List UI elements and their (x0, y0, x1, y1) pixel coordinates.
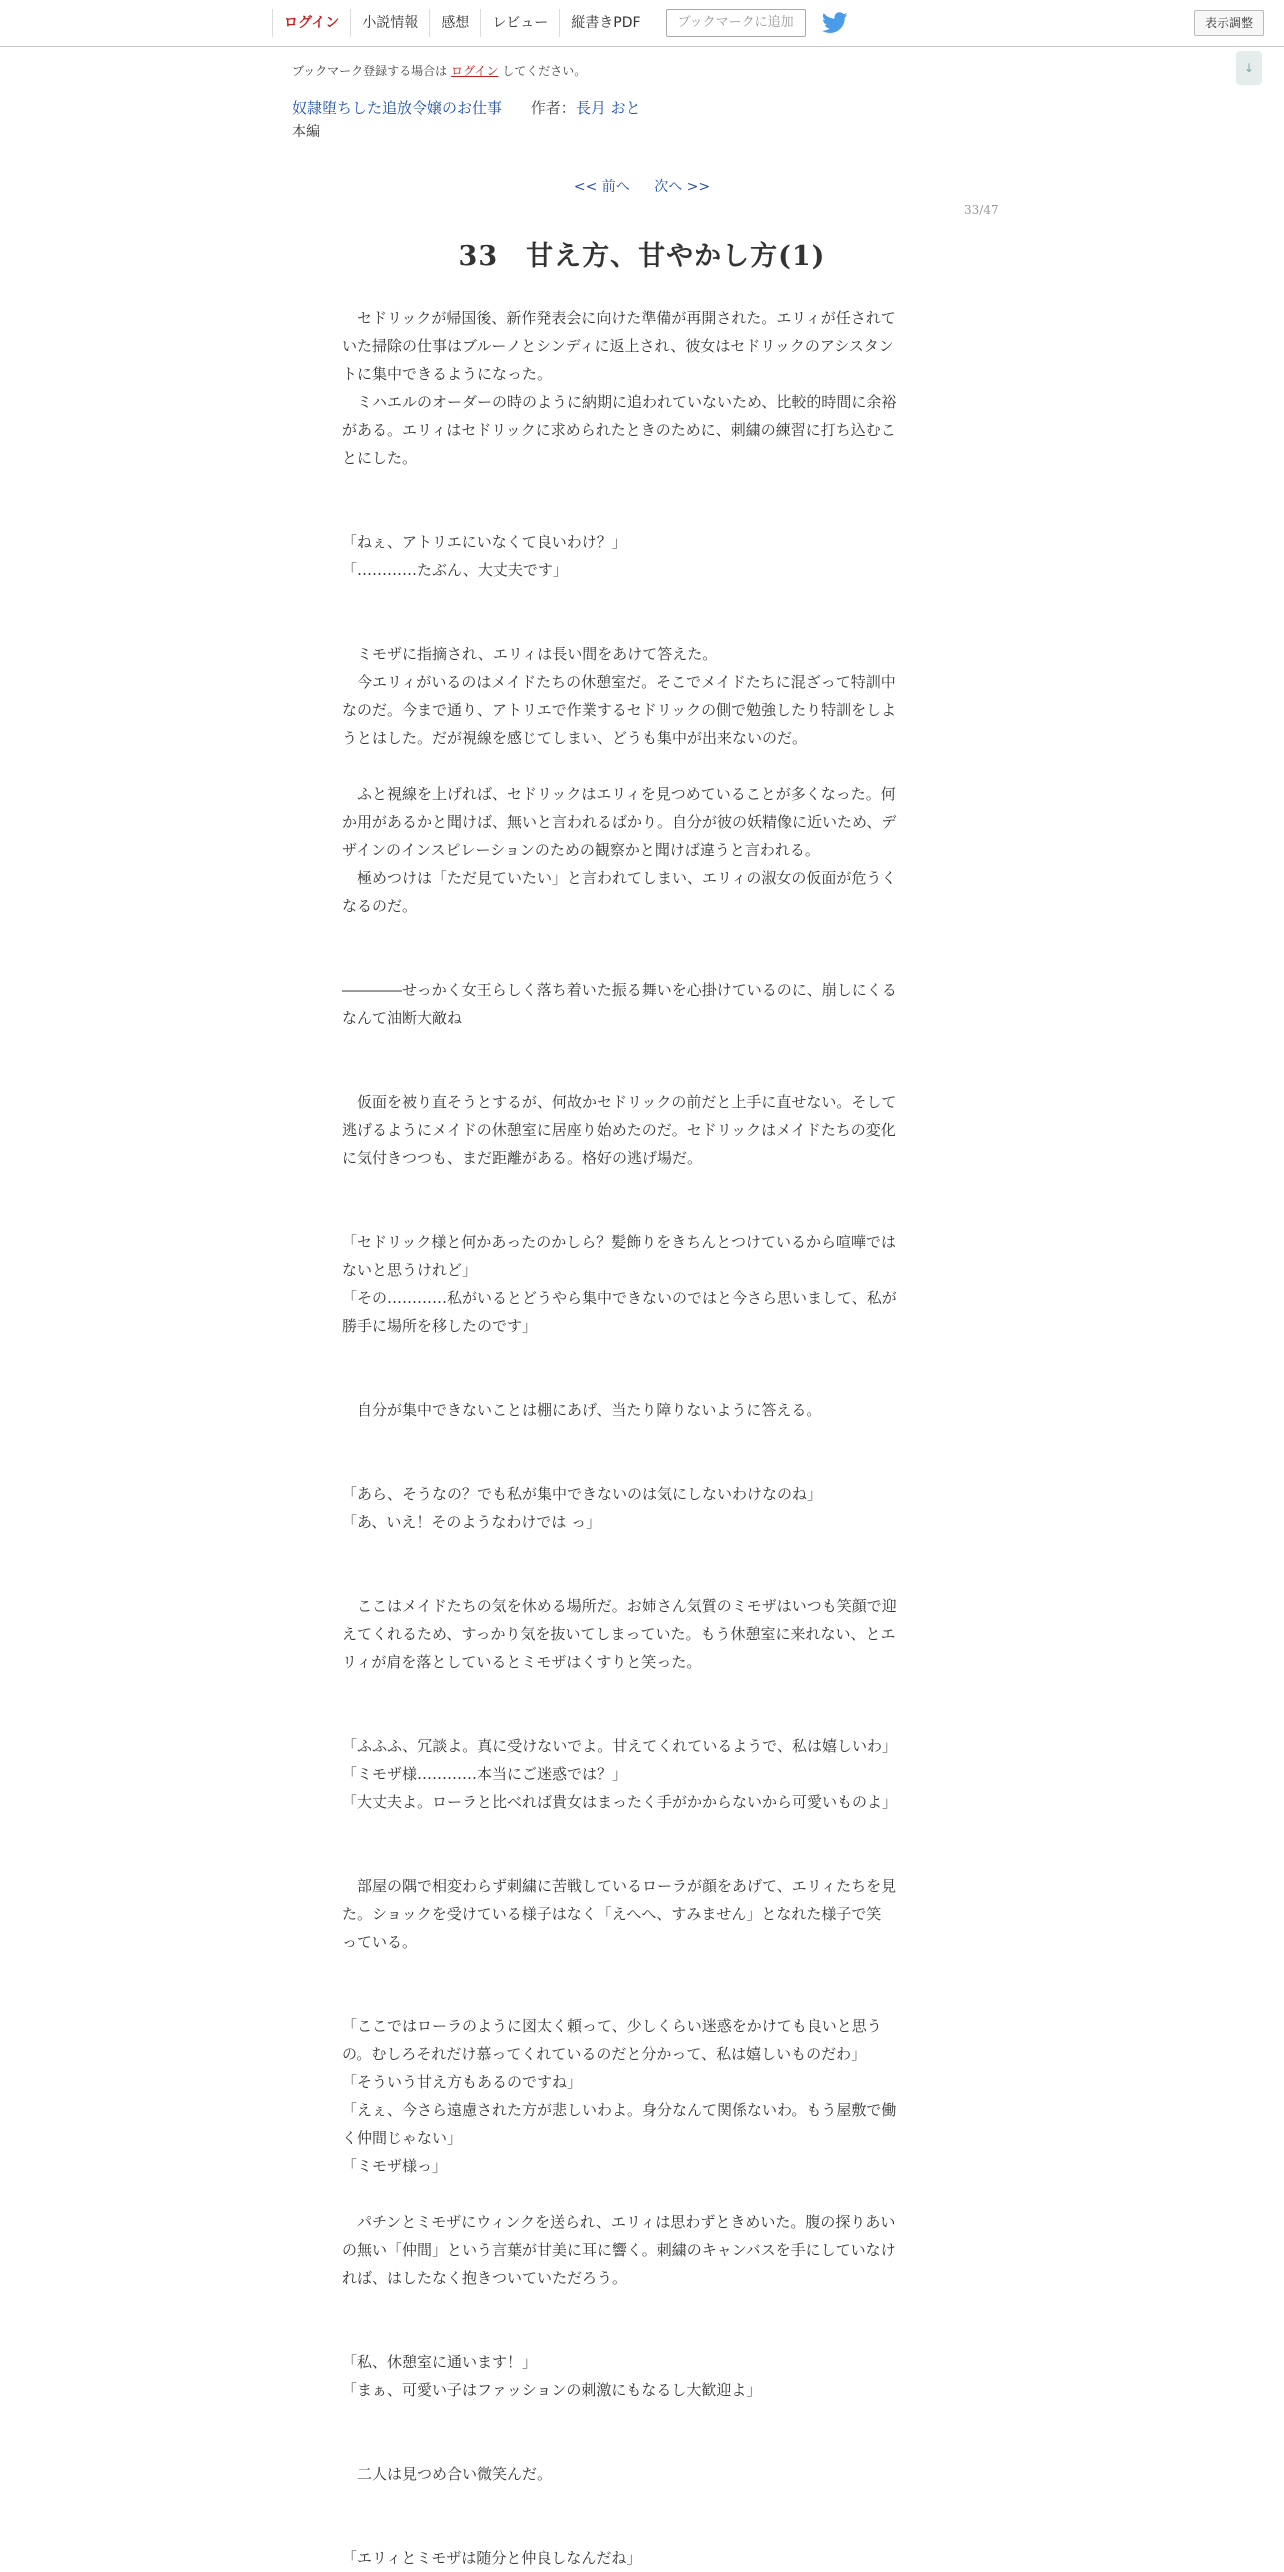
body-line (342, 2180, 942, 2208)
body-line: 「ねぇ、アトリエにいなくて良いわけ？」 (342, 533, 627, 551)
body-line (342, 1060, 942, 1088)
body-line (342, 948, 942, 976)
body-line: 「そういう甘え方もあるのですね」 (342, 2073, 583, 2091)
body-line: 「あ、いえ！そのようなわけでは っ」 (342, 1513, 602, 1531)
body-line: 「ここではローラのように図太く頼って、少しくらい迷惑をかけても良いと思う (342, 2017, 882, 2035)
novel-info-line (292, 97, 641, 118)
body-line (342, 500, 942, 528)
body-line: 勝手に場所を移したのです」 (342, 1317, 538, 1335)
body-line: ――――せっかく女王らしく落ち着いた振る舞いを心掛けているのに、崩しにくる (342, 981, 897, 999)
novel-title-link[interactable]: 奴隷堕ちした追放令嬢のお仕事 (292, 99, 503, 117)
body-line (342, 584, 942, 612)
body-line: 自分が集中できないことは棚にあげ、当たり障りないように答える。 (342, 1401, 822, 1419)
body-line: 「まぁ、可愛い子はファッションの刺激にもなるし大歓迎よ」 (342, 2381, 762, 2399)
body-line: れば、はしたなく抱きついていただろう。 (342, 2269, 628, 2287)
body-line (342, 1200, 942, 1228)
body-line (342, 2432, 942, 2460)
body-line (342, 1340, 942, 1368)
body-line: なるのだ。 (342, 897, 418, 915)
body-line (342, 2320, 942, 2348)
body-line (342, 1564, 942, 1592)
body-line: 部屋の隅で相変わらず刺繍に苦戦しているローラが顔をあげて、エリィたちを見 (342, 1877, 897, 1895)
nav-review[interactable]: レビュー (480, 9, 559, 37)
body-line (342, 1368, 942, 1396)
body-line: うとはした。だが視線を感じてしまい、どうも集中が出来ないのだ。 (342, 729, 808, 747)
body-line: 仮面を被り直そうとするが、何故かセドリックの前だと上手に直せない。そして (342, 1093, 897, 1111)
body-line: リィが肩を落としているとミモザはくすりと笑った。 (342, 1653, 702, 1671)
body-line (342, 1956, 942, 1984)
body-line: 「ミモザ様…………本当にご迷惑では？」 (342, 1765, 628, 1783)
body-line: 今エリィがいるのはメイドたちの休憩室だ。そこでメイドたちに混ざって特訓中 (342, 673, 896, 691)
body-line (342, 1704, 942, 1732)
body-line: ふと視線を上げれば、セドリックはエリィを見つめていることが多くなった。何 (342, 785, 896, 803)
body-line (342, 612, 942, 640)
nav-novel-info[interactable]: 小説情報 (350, 9, 429, 37)
login-note-after: してください。 (502, 64, 587, 78)
body-line (342, 1984, 942, 2012)
body-line: 「その…………私がいるとどうやら集中できないのではと今さら思いまして、私が (342, 1289, 897, 1307)
body-line (342, 752, 942, 780)
author-link[interactable]: 長月 おと (575, 99, 641, 117)
body-line: なのだ。今まで通り、アトリエで作業するセドリックの側で勉強したり特訓をしよ (342, 701, 897, 719)
prev-link[interactable]: << 前へ (573, 179, 630, 195)
body-line: 「ミモザ様っ」 (342, 2157, 448, 2175)
nav-login[interactable]: ログイン (272, 9, 350, 37)
body-line (342, 2404, 942, 2432)
part-label: 本編 (292, 124, 320, 140)
body-line: 「ふふふ、冗談よ。真に受けないでよ。甘えてくれているようで、私は嬉しいわ」 (342, 1737, 898, 1755)
nav-impressions[interactable]: 感想 (429, 9, 480, 37)
body-line: パチンとミモザにウィンクを送られ、エリィは思わずときめいた。腹の探りあい (342, 2213, 896, 2231)
body-line: ミモザに指摘され、エリィは長い間をあけて答えた。 (342, 645, 718, 663)
body-line (342, 472, 942, 500)
top-header (0, 0, 1284, 47)
body-line: ここはメイドたちの気を休める場所だ。お姉さん気質のミモザはいつも笑顔で迎 (342, 1597, 897, 1615)
body-line: 「大丈夫よ。ローラと比べれば貴女はまったく手がかからないから可愛いものよ」 (342, 1793, 898, 1811)
body-line: た。ショックを受けている様子はなく「えへへ、すみません」となれた様子で笑 (342, 1905, 882, 1923)
body-line (342, 2516, 942, 2544)
next-link[interactable]: 次へ >> (654, 179, 711, 195)
body-line: がある。エリィはセドリックに求められたときのために、刺繍の練習に打ち込むこ (342, 421, 896, 439)
body-line: ミハエルのオーダーの時のように納期に追われていないため、比較的時間に余裕 (342, 393, 897, 411)
login-note (292, 62, 586, 79)
chapter-title: 33 甘え方、甘やかし方(1) (458, 241, 826, 272)
body-line: 二人は見つめ合い微笑んだ。 (342, 2465, 553, 2483)
body-line: えてくれるため、すっかり気を抜いてしまっていた。もう休憩室に来れない、とエ (342, 1625, 896, 1643)
twitter-icon[interactable] (822, 12, 848, 34)
body-line (342, 1844, 942, 1872)
body-line: 逃げるようにメイドの休憩室に居座り始めたのだ。セドリックはメイドたちの変化 (342, 1121, 896, 1139)
pager (0, 176, 1284, 196)
body-line: セドリックが帰国後、新作発表会に向けた準備が再開された。エリィが任されて (342, 309, 896, 327)
author-label: 作者： (530, 99, 576, 117)
scroll-down-button[interactable]: ↓ (1236, 51, 1262, 85)
body-line (342, 2488, 942, 2516)
novel-body (342, 304, 942, 2572)
body-line (342, 920, 942, 948)
body-line: 「私、休憩室に通います！」 (342, 2353, 538, 2371)
page-count: 33/47 (964, 203, 999, 217)
body-line (342, 1172, 942, 1200)
login-note-before: ブックマーク登録する場合は (292, 64, 448, 78)
body-line: の無い「仲間」という言葉が甘美に耳に響く。刺繍のキャンバスを手にしていなけ (342, 2241, 896, 2259)
display-settings-button[interactable]: 表示調整 (1194, 10, 1264, 36)
body-line: か用があるかと聞けば、無いと言われるばかり。自分が彼の妖精像に近いため、デ (342, 813, 897, 831)
body-line: 「あら、そうなの？でも私が集中できないのは気にしないわけなのね」 (342, 1485, 823, 1503)
body-line: っている。 (342, 1933, 418, 1951)
login-note-link[interactable]: ログイン (451, 64, 499, 78)
body-line (342, 1424, 942, 1452)
body-line: 「セドリック様と何かあったのかしら？髪飾りをきちんとつけているから喧嘩では (342, 1233, 896, 1251)
body-line: に気付きつつも、まだ距離がある。格好の逃げ場だ。 (342, 1149, 703, 1167)
body-line: 極めつけは「ただ見ていたい」と言われてしまい、エリィの淑女の仮面が危うく (342, 869, 897, 887)
body-line: ザインのインスピレーションのための観察かと聞けば違うと言われる。 (342, 841, 820, 859)
add-bookmark-button[interactable]: ブックマークに追加 (666, 9, 806, 37)
body-line: トに集中できるようになった。 (342, 365, 553, 383)
top-nav (272, 8, 848, 38)
body-line: 「エリィとミモザは随分と仲良しなんだね」 (342, 2549, 642, 2567)
body-line: なんて油断大敵ね (342, 1009, 463, 1027)
body-line (342, 2292, 942, 2320)
body-line: いた掃除の仕事はブルーノとシンディに返上され、彼女はセドリックのアシスタン (342, 337, 894, 355)
body-line (342, 1032, 942, 1060)
body-line: ないと思うけれど」 (342, 1261, 478, 1279)
body-line: とにした。 (342, 449, 418, 467)
body-line: く仲間じゃない」 (342, 2129, 463, 2147)
body-line (342, 1816, 942, 1844)
body-line: 「…………たぶん、大丈夫です」 (342, 561, 568, 579)
nav-vertical-pdf[interactable]: 縦書きPDF (559, 9, 651, 37)
body-line: の。むしろそれだけ慕ってくれているのだと分かって、私は嬉しいものだわ」 (342, 2045, 867, 2063)
body-line: 「えぇ、今さら遠慮された方が悲しいわよ。身分なんて関係ないわ。もう屋敷で働 (342, 2101, 897, 2119)
body-line (342, 1536, 942, 1564)
body-line (342, 1676, 942, 1704)
body-line (342, 1452, 942, 1480)
